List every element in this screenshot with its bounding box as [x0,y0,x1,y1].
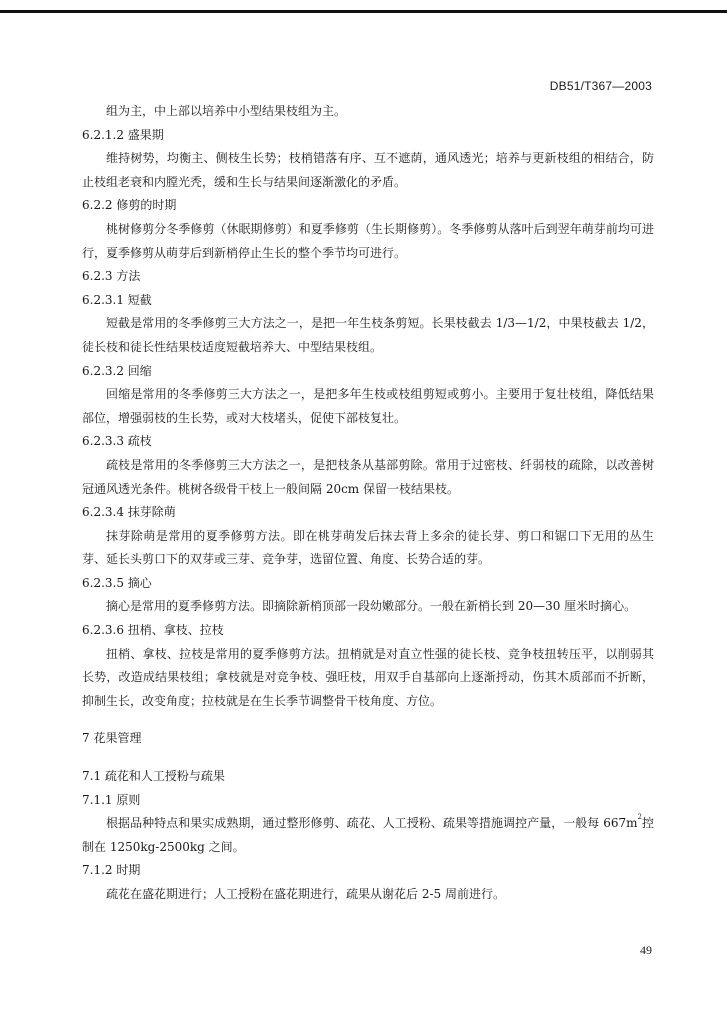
section-heading: 7 花果管理 [82,731,142,746]
section-heading: 7.1.1 原则 [82,792,141,807]
section-gap [82,751,654,765]
section-heading: 7.1.2 时期 [82,863,141,878]
body-paragraph: 摘心是常用的夏季修剪方法。即摘除新梢顶部一段幼嫩部分。一般在新梢长到 20—30 厘米时摘心。 [106,599,637,614]
body-paragraph: 维持树势，均衡主、侧枝生长势；枝梢错落有序、互不遮荫，通风透光；培养与更新枝组的相结合，防止枝组老衰和内膛光秃，缓和生长与结果间逐渐激化的矛盾。 [82,151,654,189]
section-heading: 6.2.3.5 摘心 [82,575,152,590]
body-paragraph: 组为主，中上部以培养中小型结果枝组为主。 [106,104,347,118]
section-heading: 6.2.3 方法 [82,269,141,284]
section-heading: 7.1 疏花和人工授粉与疏果 [82,769,225,784]
section-gap [82,713,654,727]
section-heading: 6.2.1.2 盛果期 [82,127,164,142]
body-paragraph [82,812,654,859]
body-paragraph: 疏枝是常用的冬季修剪三大方法之一，是把枝条从基部剪除。常用于过密枝、纤弱枝的疏除，以改善树冠通风透光条件。桃树各级骨干枝上一般间隔 20cm 保留一枝结果枝。 [82,457,654,496]
section-heading: 6.2.3.6 扭梢、拿枝、拉枝 [82,623,224,638]
body-paragraph: 扭梢、拿枝、拉枝是常用的夏季修剪方法。扭梢就是对直立性强的徒长枝、竞争枝扭转压平，以削弱其长势，改造成结果枝组；拿枝就是对竞争枝、强旺枝，用双手自基部向上逐渐捋动，伤其木质部而不折断，抑制生长，改变角度；拉枝就是在生长季节调整骨干枝角度、方位。 [82,646,654,708]
body-paragraph: 回缩是常用的冬季修剪三大方法之一，是把多年生枝或枝组剪短或剪小。主要用于复壮枝组，降低结果部位，增强弱枝的生长势，或对大枝堵头，促使下部枝复壮。 [82,387,654,425]
unit-superscript: 2 [637,813,642,822]
standard-code: DB51/T367—2003 [549,79,652,93]
section-heading: 6.2.3.4 抹芽除萌 [82,505,176,520]
section-heading: 6.2.2 修剪的时期 [82,198,177,213]
body-paragraph: 桃树修剪分冬季修剪（休眠期修剪）和夏季修剪（生长期修剪）。冬季修剪从落叶后到翌年萌芽前均可进行，夏季修剪从萌芽后到新梢停止生长的整个季节均可进行。 [82,221,654,260]
section-heading: 6.2.3.2 回缩 [82,363,152,378]
paragraph-text: 控制在 1250kg-2500kg 之间。 [82,816,654,854]
page-number: 49 [640,943,652,957]
top-rule [0,10,727,13]
section-heading: 6.2.3.1 短截 [82,292,152,307]
body-paragraph: 疏花在盛花期进行；人工授粉在盛花期进行，疏果从谢花后 2-5 周前进行。 [106,887,505,901]
body-paragraph: 抹芽除萌是常用的夏季修剪方法。即在桃芽萌发后抹去背上多余的徒长芽、剪口和锯口下无用的丛生芽、延长头剪口下的双芽或三芽、竞争芽，选留位置、角度、长势合适的芽。 [82,528,654,567]
body-paragraph: 短截是常用的冬季修剪三大方法之一，是把一年生枝条剪短。长果枝截去 1/3—1/2，中果枝截去 1/2，徒长枝和徒长性结果枝适度短截培养大、中型结果枝组。 [82,316,654,354]
section-heading: 6.2.3.3 疏枝 [82,434,152,449]
document-body [82,100,654,907]
paragraph-text: 根据品种特点和果实成熟期，通过整形修剪、疏花、人工授粉、疏果等措施调控产量，一般每 667m [106,816,638,831]
